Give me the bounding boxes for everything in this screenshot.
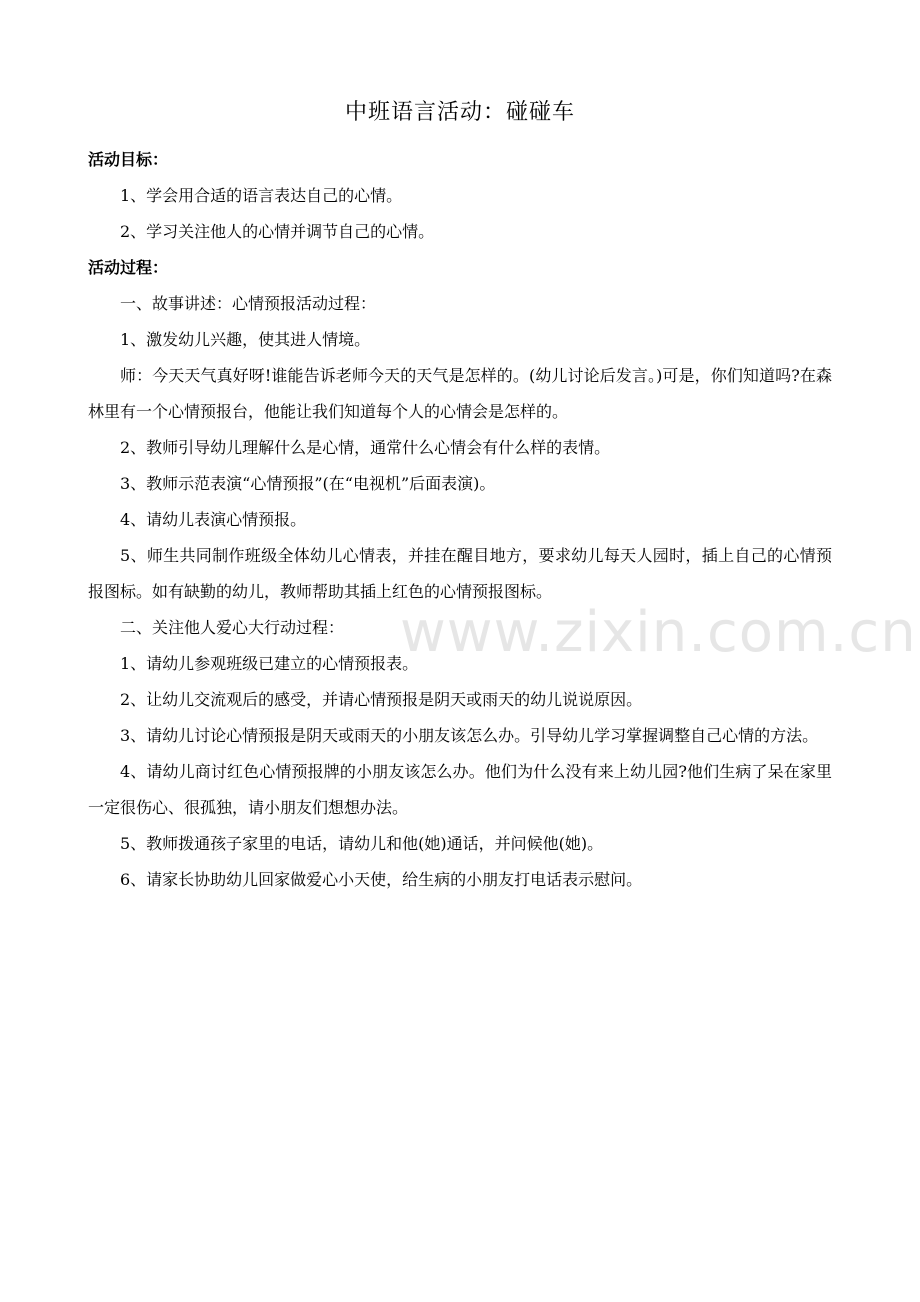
process-item: 师：今天天气真好呀!谁能告诉老师今天的天气是怎样的。(幼儿讨论后发言。)可是，你们知道吗?在森林里有一个心情预报台，他能让我们知道每个人的心情会是怎样的。: [88, 366, 832, 421]
process-item: 3、请幼儿讨论心情预报是阴天或雨天的小朋友该怎么办。引导幼儿学习掌握调整自己心情的方法。: [120, 726, 819, 745]
process-item: 一、故事讲述：心情预报活动过程：: [120, 294, 377, 313]
watermark: www.zixin.com.cn: [400, 600, 917, 665]
process-item: 2、教师引导幼儿理解什么是心情，通常什么心情会有什么样的表情。: [120, 438, 611, 457]
process-heading: 活动过程：: [88, 258, 169, 277]
process-item: 4、请幼儿商讨红色心情预报牌的小朋友该怎么办。他们为什么没有来上幼儿园?他们生病了呆在家里一定很伤心、很孤独，请小朋友们想想办法。: [88, 762, 832, 817]
goal-item: 2、学习关注他人的心情并调节自己的心情。: [120, 222, 435, 241]
process-item: 2、让幼儿交流观后的感受，并请心情预报是阴天或雨天的幼儿说说原因。: [120, 690, 643, 709]
document-body: [88, 142, 832, 898]
process-item: 5、师生共同制作班级全体幼儿心情表，并挂在醒目地方，要求幼儿每天人园时，插上自己的心情预报图标。如有缺勤的幼儿，教师帮助其插上红色的心情预报图标。: [88, 546, 832, 601]
process-item: 3、教师示范表演“心情预报”(在“电视机”后面表演)。: [120, 474, 496, 493]
process-item: 5、教师拨通孩子家里的电话，请幼儿和他(她)通话，并问候他(她)。: [120, 834, 604, 853]
goals-heading: 活动目标：: [88, 150, 169, 169]
process-item: 4、请幼儿表演心情预报。: [120, 510, 307, 529]
process-item: 1、激发幼儿兴趣，使其进人情境。: [120, 330, 371, 349]
goal-item: 1、学会用合适的语言表达自己的心情。: [120, 186, 403, 205]
process-item: 6、请家长协助幼儿回家做爱心小天使，给生病的小朋友打电话表示慰问。: [120, 870, 643, 889]
page-title: 中班语言活动：碰碰车: [344, 100, 575, 125]
process-item: 1、请幼儿参观班级已建立的心情预报表。: [120, 654, 419, 673]
process-item: 二、关注他人爱心大行动过程：: [120, 618, 345, 637]
